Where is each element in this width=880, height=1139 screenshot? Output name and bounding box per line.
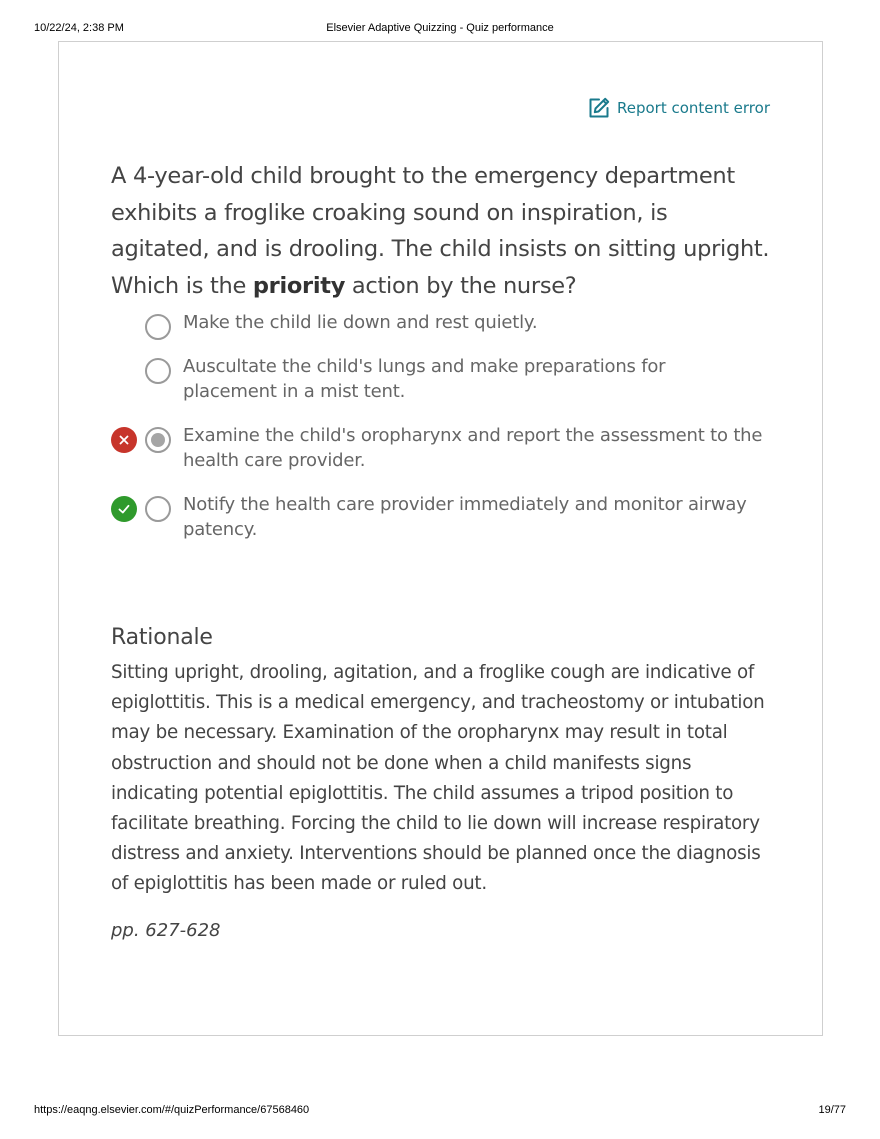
answer-text-2: Auscultate the child's lungs and make preparations for placement in a mist tent. [183,356,666,402]
print-url: https://eaqng.elsevier.com/#/quizPerformance/67568460 [34,1104,310,1116]
print-header [34,22,846,36]
answer-text-4: Notify the health care provider immediately and monitor airway patency. [183,494,747,540]
answer-option-1[interactable] [111,310,771,340]
question-text-before: A 4-year-old child brought to the emergency department exhibits a froglike croaking sound on inspiration, is agitated, and is drooling. The child insists on sitting upright. Which is the [111,163,770,299]
question-card [58,41,823,1036]
question-text-after: action by the nurse? [345,272,577,299]
answer-option-2[interactable] [111,354,771,404]
rationale-heading: Rationale [111,625,213,650]
rationale-text: Sitting upright, drooling, agitation, and a froglike cough are indicative of epiglottitis. This is a medical emergency, and tracheostomy or intubation may be necessary. Examination of the oropharynx may result in total obstruction and should not be done when a child manifests signs indicating potential epiglottitis. The child assumes a tripod position to facilitate breathing. Forcing the child to lie down will increase respiratory distress and anxiety. Interventions should be planned once the diagnosis of epiglottitis has been made or ruled out. [111,662,765,895]
print-title: Elsevier Adaptive Quizzing - Quiz performance [326,22,554,34]
incorrect-icon [111,427,137,453]
correct-icon [111,496,137,522]
answer-radio-4[interactable] [145,496,171,522]
page-reference: pp. 627-628 [111,920,221,941]
answer-option-4[interactable] [111,492,771,542]
print-page-number: 19/77 [818,1104,846,1116]
answer-radio-3[interactable] [145,427,171,453]
status-placeholder [111,358,137,384]
question-emphasis: priority [252,272,346,299]
edit-icon [587,96,611,120]
answer-list [111,310,771,542]
answer-radio-2[interactable] [145,358,171,384]
answer-text-3: Examine the child's oropharynx and report the assessment to the health care provider. [183,425,763,471]
print-datetime: 10/22/24, 2:38 PM [34,22,124,34]
report-content-error-link[interactable] [587,96,770,120]
answer-radio-1[interactable] [145,314,171,340]
question-text [111,158,771,304]
answer-option-3[interactable] [111,423,771,473]
report-content-error-label: Report content error [616,99,770,117]
status-placeholder [111,314,137,340]
print-footer [34,1104,846,1118]
answer-text-1: Make the child lie down and rest quietly. [183,312,538,333]
